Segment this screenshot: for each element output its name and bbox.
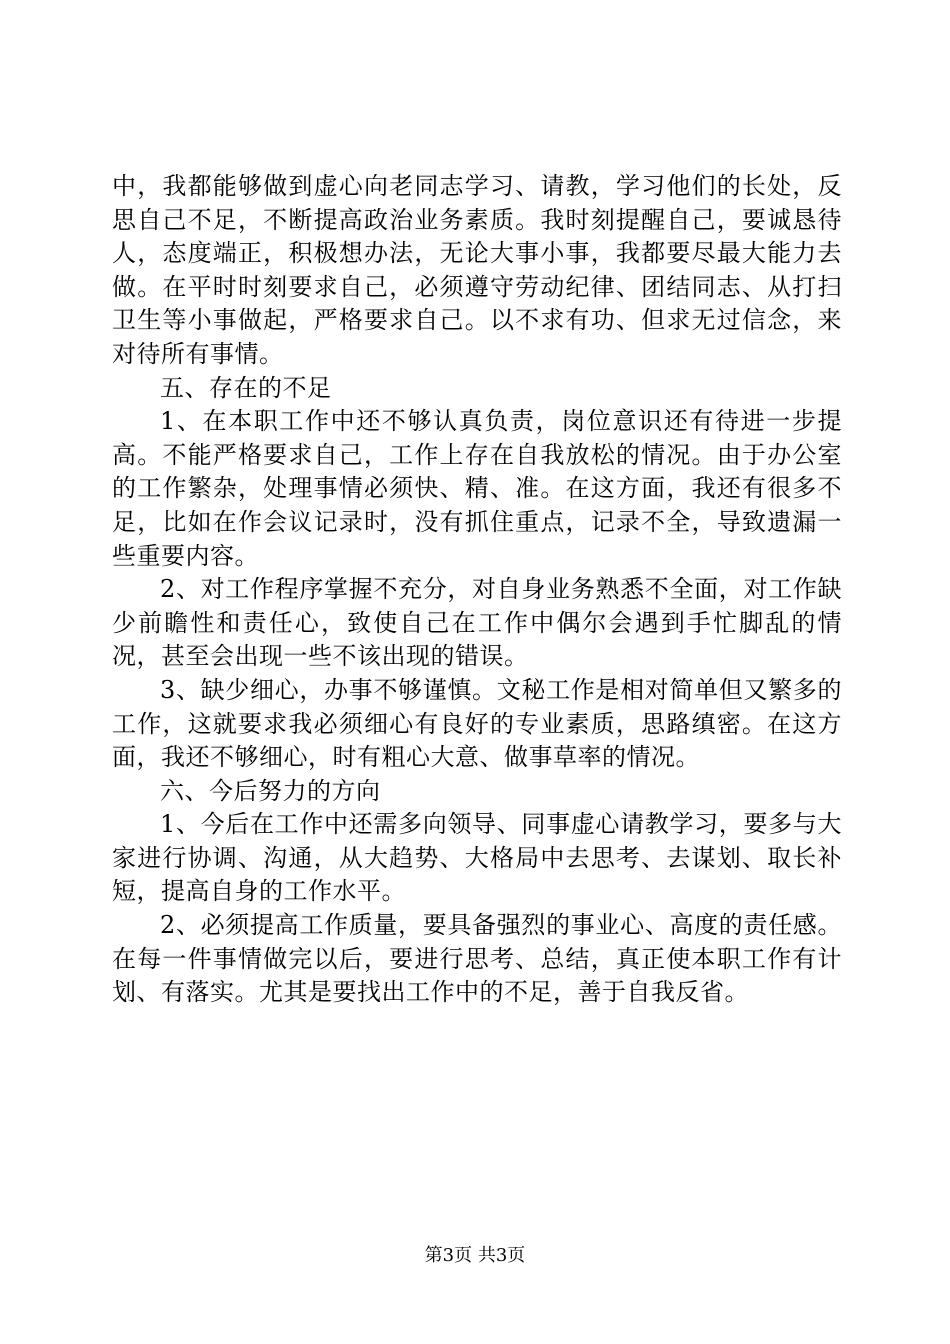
document-body <box>112 170 842 1010</box>
direction-item-2: 2、必须提高工作质量，要具备强烈的事业心、高度的责任感。在每一件事情做完以后，要进行思考、总结，真正使本职工作有计划、有落实。尤其是要找出工作中的不足，善于自我反省。 <box>112 911 842 1007</box>
direction-item-1: 1、今后在工作中还需多向领导、同事虚心请教学习，要多与大家进行协调、沟通，从大趋势、大格局中去思考、去谋划、取长补短，提高自身的工作水平。 <box>112 810 842 906</box>
section-heading-shortcomings: 五、存在的不足 <box>160 373 332 402</box>
paragraph-continuation: 中，我都能够做到虚心向老同志学习、请教，学习他们的长处，反思自己不足，不断提高政治业务素质。我时刻提醒自己，要诚恳待人，态度端正，积极想办法，无论大事小事，我都要尽最大能力去做。在平时时刻要求自己，必须遵守劳动纪律、团结同志、从打扫卫生等小事做起，严格要求自己。以不求有功、但求无过信念，来对待所有事情。 <box>112 172 842 368</box>
page-number-footer: 第3页 共3页 <box>424 1245 526 1266</box>
shortcoming-item-3: 3、缺少细心，办事不够谨慎。文秘工作是相对简单但又繁多的工作，这就要求我必须细心有良好的专业素质，思路缜密。在这方面，我还不够细心，时有粗心大意、做事草率的情况。 <box>112 675 842 772</box>
section-heading-future-direction: 六、今后努力的方向 <box>160 776 381 805</box>
shortcoming-item-2: 2、对工作程序掌握不充分，对自身业务熟悉不全面，对工作缺少前瞻性和责任心，致使自己在工作中偶尔会遇到手忙脚乱的情况，甚至会出现一些不该出现的错误。 <box>112 575 842 671</box>
shortcoming-item-1: 1、在本职工作中还不够认真负责，岗位意识还有待进一步提高。不能严格要求自己，工作上存在自我放松的情况。由于办公室的工作繁杂，处理事情必须快、精、准。在这方面，我还有很多不足，比如在作会议记录时，没有抓住重点，记录不全，导致遗漏一些重要内容。 <box>112 407 842 570</box>
